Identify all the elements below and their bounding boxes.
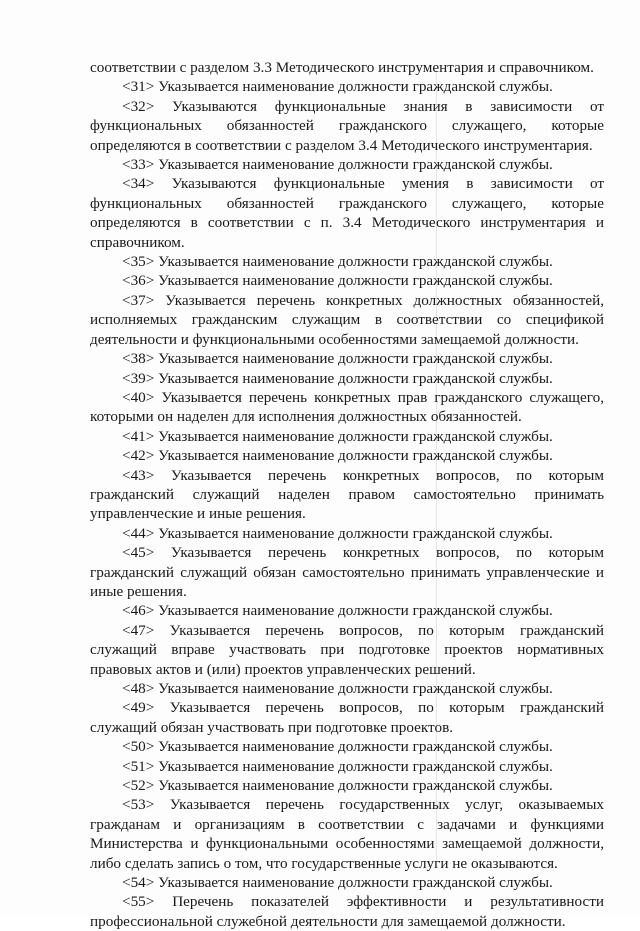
- footnote-50: <50> Указывается наименование должности гражданской службы.: [122, 738, 553, 756]
- document-body: [90, 58, 604, 931]
- footnote-44: <44> Указывается наименование должности гражданской службы.: [122, 524, 553, 542]
- footnote-38: <38> Указывается наименование должности гражданской службы.: [122, 350, 553, 368]
- footnote-34: <34> Указываются функциональные умения в зависимости от функциональных обязанностей гражданского служащего, которые определяются в соответствии с п. 3.4 Методического инструментария и справочником.: [90, 175, 604, 251]
- footnote-51: <51> Указывается наименование должности гражданской службы.: [122, 757, 553, 775]
- footnote-52: <52> Указывается наименование должности гражданской службы.: [122, 777, 553, 795]
- footnote-48: <48> Указывается наименование должности гражданской службы.: [122, 680, 553, 697]
- footnote-53: <53> Указывается перечень государственных услуг, оказываемых гражданам и организациям в соответствии с задачами и функциями Министерства и функциональными особенностями замещаемой должности, либо сделать запись о том, что государственные услуги не оказываются.: [90, 796, 604, 872]
- footnote-43: <43> Указывается перечень конкретных вопросов, по которым гражданский служащий наделен правом самостоятельно принимать управленческие и иные решения.: [90, 466, 604, 523]
- footnote-36: <36> Указывается наименование должности гражданской службы.: [122, 272, 553, 290]
- footnote-41: <41> Указывается наименование должности гражданской службы.: [122, 427, 553, 445]
- footnote-40: <40> Указывается перечень конкретных прав гражданского служащего, которыми он наделен для исполнения должностных обязанностей.: [90, 388, 604, 426]
- continuation-paragraph: соответствии с разделом 3.3 Методического инструментария и справочником.: [90, 59, 594, 76]
- footnote-45: <45> Указывается перечень конкретных вопросов, по которым гражданский служащий обязан самостоятельно принимать управленческие и иные решения.: [90, 544, 604, 600]
- footnote-54: <54> Указывается наименование должности гражданской службы.: [122, 874, 553, 892]
- footnote-39: <39> Указывается наименование должности гражданской службы.: [122, 369, 553, 387]
- footnote-37: <37> Указывается перечень конкретных должностных обязанностей, исполняемых гражданским служащим в соответствии со спецификой деятельности и функциональными особенностями замещаемой должности.: [90, 291, 604, 348]
- footnote-31: <31> Указывается наименование должности гражданской службы.: [122, 78, 553, 96]
- footnote-35: <35> Указывается наименование должности гражданской службы.: [122, 253, 553, 271]
- footnote-32: <32> Указываются функциональные знания в зависимости от функциональных обязанностей гражданского служащего, которые определяются в соответствии с разделом 3.4 Методического инструментария.: [90, 97, 604, 154]
- footnote-46: <46> Указывается наименование должности гражданской службы.: [122, 602, 553, 620]
- footnote-33: <33> Указывается наименование должности гражданской службы.: [122, 156, 553, 174]
- footnote-55: <55> Перечень показателей эффективности и результативности профессиональной служебной деятельности для замещаемой должности.: [90, 893, 604, 930]
- footnote-42: <42> Указывается наименование должности гражданской службы.: [122, 447, 553, 465]
- footnote-49: <49> Указывается перечень вопросов, по которым гражданский служащий обязан участвовать при подготовке проектов.: [90, 699, 604, 736]
- footnote-47: <47> Указывается перечень вопросов, по которым гражданский служащий вправе участвовать при подготовке проектов нормативных правовых актов и (или) проектов управленческих решений.: [90, 621, 604, 678]
